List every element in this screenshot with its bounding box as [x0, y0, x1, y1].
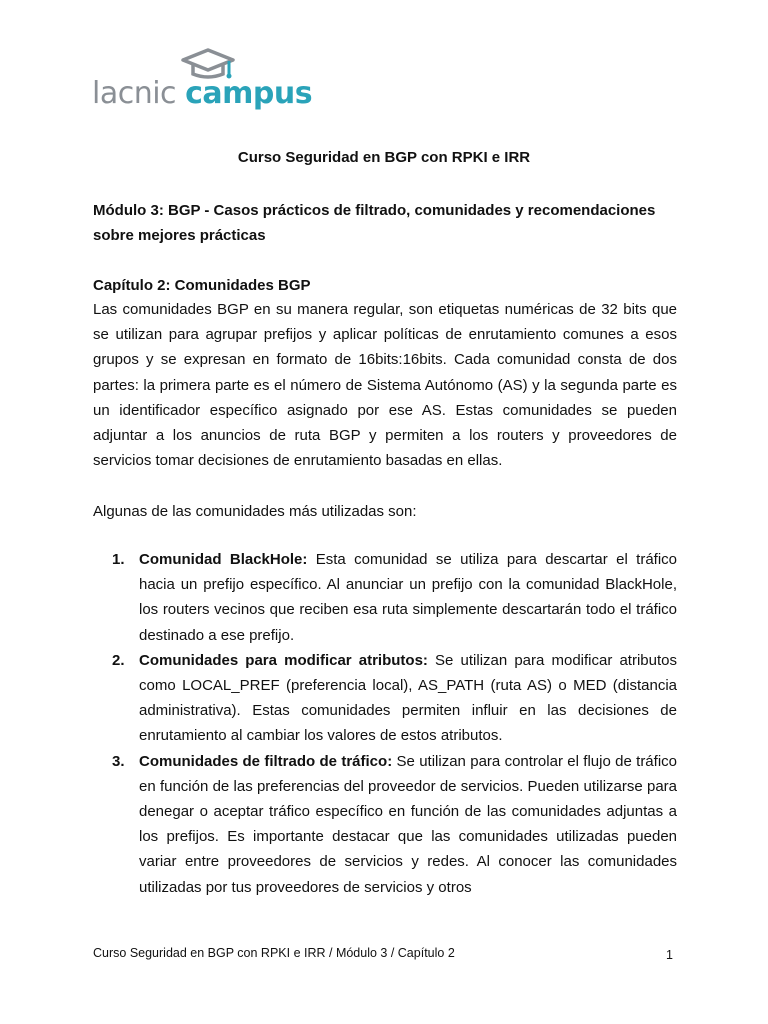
- intro-paragraph: Las comunidades BGP en su manera regular, son etiquetas numéricas de 32 bits que se utilizan para agrupar prefijos y aplicar políticas de enrutamiento comunes a esos grupos y se expresan en formato de 16bits:16bits. Cada comunidad consta de dos partes: la primera parte es el número de Sistema Autónomo (AS) y la segunda parte es un identificador específico asignado por ese AS. Estas comunidades se pueden adjuntar a los anuncios de ruta BGP y permiten a los routers y proveedores de servicios tomar decisiones de enrutamiento basadas en ellas.: [93, 301, 677, 470]
- communities-list: [93, 547, 677, 900]
- module-title: Módulo 3: BGP - Casos prácticos de filtrado, comunidades y recomendaciones sobre mejores prácticas: [93, 202, 656, 244]
- footer-text: Curso Seguridad en BGP con RPKI e IRR / Módulo 3 / Capítulo 2: [93, 946, 455, 960]
- list-item-label: Comunidades para modificar atributos:: [139, 651, 428, 669]
- list-item: [93, 547, 677, 648]
- list-item-label: Comunidad BlackHole:: [139, 551, 308, 568]
- list-item-text: Se utilizan para modificar atributos como LOCAL_PREF (preferencia local), AS_PATH (ruta AS) o MED (distancia administrativa). Estas comunidades permiten influir en las decisiones de enrutamiento al cambiar los valores de estos atributos.: [139, 651, 677, 745]
- logo-text-campus: campus: [185, 76, 313, 111]
- lacnic-campus-logo: [90, 46, 313, 122]
- list-item-number: 1.: [112, 551, 125, 568]
- document-title: Curso Seguridad en BGP con RPKI e IRR: [237, 149, 531, 166]
- list-item-label: Comunidades de filtrado de tráfico:: [139, 752, 393, 770]
- page-number: 1: [666, 948, 673, 962]
- list-item-text: Se utilizan para controlar el flujo de tráfico en función de las preferencias del proveedor de servicios. Pueden utilizarse para denegar o aceptar tráfico específico en función de las comunidades adjuntas a los prefijos. Es importante destacar que las comunidades utilizadas pueden variar entre proveedores de servicios y redes. Al conocer las comunidades utilizadas por tus proveedores de servicios y otros: [139, 752, 677, 896]
- logo-text-lacnic: lacnic: [92, 76, 177, 111]
- list-item: [93, 749, 677, 900]
- list-item-number: 3.: [112, 752, 125, 770]
- list-item: [93, 648, 677, 749]
- logo-wordmark: [92, 76, 312, 111]
- list-lead-paragraph: Algunas de las comunidades más utilizadas son:: [93, 503, 417, 520]
- list-item-number: 2.: [112, 651, 125, 669]
- list-item-text: Esta comunidad se utiliza para descartar el tráfico hacia un prefijo específico. Al anunciar un prefijo con la comunidad BlackHole, los routers vecinos que reciben esa ruta simplemente descartarán todo el tráfico destinado a ese prefijo.: [139, 551, 678, 644]
- chapter-title: Capítulo 2: Comunidades BGP: [93, 277, 311, 294]
